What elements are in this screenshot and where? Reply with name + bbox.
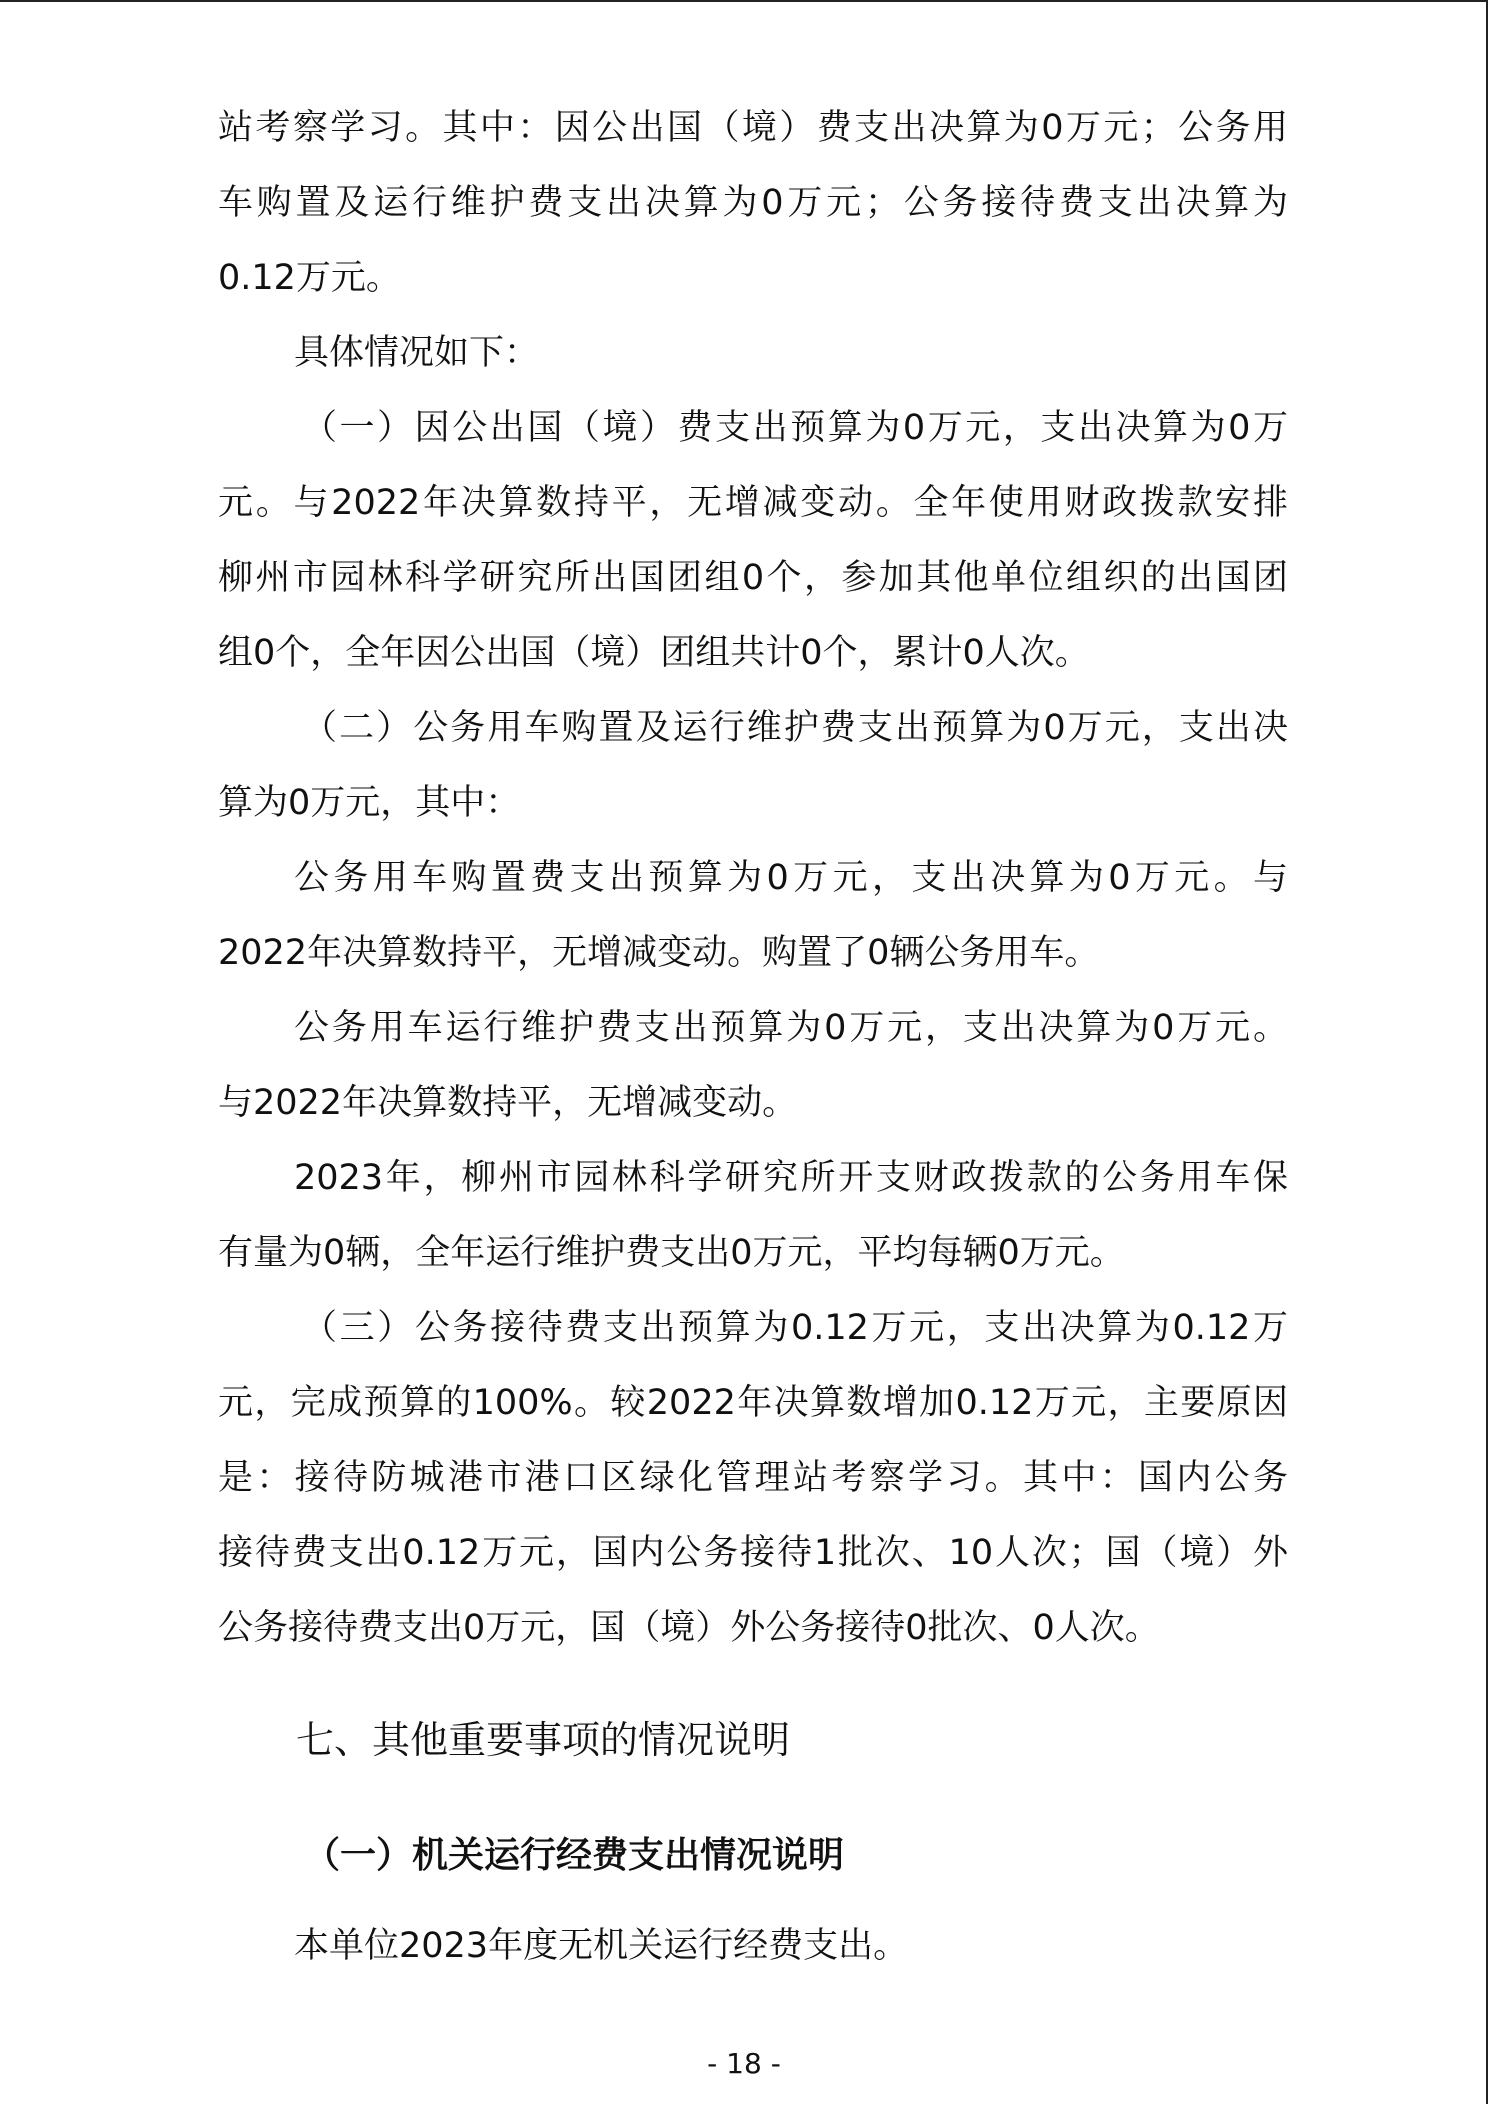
text-line: （一）因公出国（境）费支出预算为0万元，支出决算为0万 [302,408,1288,448]
subsection-heading: （一）机关运行经费支出情况说明 [304,1835,845,1876]
text-line: 公务用车购置费支出预算为0万元，支出决算为0万元。与 [294,858,1288,898]
text-line: 组0个，全年因公出国（境）团组共计0个，累计0人次。 [218,633,1090,673]
text-line: （三）公务接待费支出预算为0.12万元，支出决算为0.12万 [302,1308,1288,1348]
text-line: 2023年，柳州市园林科学研究所开支财政拨款的公务用车保 [294,1158,1288,1198]
text-line: 公务用车运行维护费支出预算为0万元，支出决算为0万元。 [294,1008,1288,1048]
text-line: 柳州市园林科学研究所出国团组0个，参加其他单位组织的出国团 [218,558,1288,598]
final-paragraph: 本单位2023年度无机关运行经费支出。 [294,1926,909,1966]
text-line: 站考察学习。其中：因公出国（境）费支出决算为0万元；公务用 [218,108,1288,148]
text-line: 是：接待防城港市港口区绿化管理站考察学习。其中：国内公务 [218,1458,1288,1498]
text-line: 接待费支出0.12万元，国内公务接待1批次、10人次；国（境）外 [218,1533,1288,1573]
text-line: 算为0万元，其中： [218,783,521,823]
text-line: 元，完成预算的100%。较2022年决算数增加0.12万元，主要原因 [218,1383,1288,1423]
text-line: 车购置及运行维护费支出决算为0万元；公务接待费支出决算为 [218,183,1288,223]
page-border-top [0,0,1488,2]
text-line: 具体情况如下： [294,333,540,373]
text-line: （二）公务用车购置及运行维护费支出预算为0万元，支出决 [302,708,1288,748]
text-line: 与2022年决算数持平，无增减变动。 [218,1083,798,1123]
text-line: 公务接待费支出0万元，国（境）外公务接待0批次、0人次。 [218,1608,1160,1648]
section-heading: 七、其他重要事项的情况说明 [296,1718,791,1762]
body-text [218,98,1288,1673]
text-line: 元。与2022年决算数持平，无增减变动。全年使用财政拨款安排 [218,483,1288,523]
text-line: 2022年决算数持平，无增减变动。购置了0辆公务用车。 [218,933,1100,973]
text-line: 有量为0辆，全年运行维护费支出0万元，平均每辆0万元。 [218,1233,1125,1273]
page-number: - 18 - [707,2047,781,2080]
text-line: 0.12万元。 [218,258,401,298]
